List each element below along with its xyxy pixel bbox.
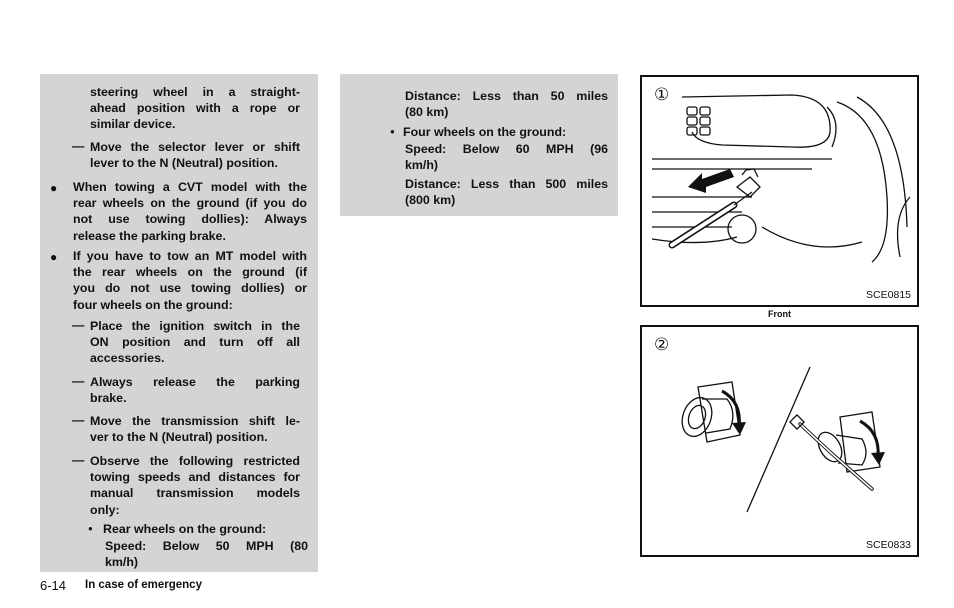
- dash-item-ignition: Place the ignition switch in the ON position and turn off all accessories.: [90, 319, 300, 366]
- dash-marker: —: [72, 318, 85, 332]
- paragraph-steering: steering wheel in a straight- ahead position with a rope or similar device.: [90, 85, 300, 132]
- figure-number: ①: [654, 85, 670, 104]
- figure-code: SCE0833: [866, 539, 911, 551]
- sub-bullet-marker: ●: [88, 524, 93, 533]
- speed-four-wheels: Speed: Below 60 MPH (96 km/h): [405, 142, 608, 173]
- bullet-item-mt: If you have to tow an MT model with the rear wheels on the ground (if you do not use towing dollies) or four wheels on the ground:: [73, 249, 307, 312]
- section-title: In case of emergency: [85, 579, 202, 591]
- figure-front-tow-hook: [640, 75, 919, 307]
- page-number: 6-14: [40, 578, 67, 593]
- dash-marker: —: [72, 374, 85, 388]
- bullet-marker: ●: [50, 250, 58, 264]
- distance-four-wheels: Distance: Less than 500 miles (800 km): [405, 177, 608, 208]
- sub-bullet-rear-wheels: Rear wheels on the ground:: [103, 522, 267, 536]
- figure-number: ②: [654, 335, 670, 354]
- dash-marker: —: [72, 139, 85, 153]
- dash-item-parking-brake: Always release the parking brake.: [90, 375, 300, 406]
- dash-item-restricted-speeds: Observe the following restricted towing speeds and distances for manual transmission models only:: [90, 454, 300, 517]
- sub-bullet-four-wheels: Four wheels on the ground:: [403, 125, 567, 139]
- dash-item-shift-lever: Move the transmission shift le- ver to the N (Neutral) position.: [90, 414, 300, 445]
- sub-bullet-marker: ●: [390, 127, 395, 136]
- tow-hook-illustration: [642, 327, 917, 555]
- dash-item-selector-lever: Move the selector lever or shift lever to the N (Neutral) position.: [90, 140, 300, 171]
- dash-marker: —: [72, 453, 85, 467]
- figure-caption: Front: [768, 309, 791, 319]
- figure-tow-hook-install: [640, 325, 919, 557]
- bullet-marker: ●: [50, 181, 58, 195]
- bullet-item-cvt: When towing a CVT model with the rear wheels on the ground (if you do not use towing dollies): Always release the parking brake.: [73, 180, 307, 243]
- front-bumper-illustration: [642, 77, 917, 305]
- speed-rear-wheels: Speed: Below 50 MPH (80 km/h): [105, 539, 308, 570]
- figure-code: SCE0815: [866, 289, 911, 301]
- distance-rear-wheels: Distance: Less than 50 miles (80 km): [405, 89, 608, 120]
- dash-marker: —: [72, 413, 85, 427]
